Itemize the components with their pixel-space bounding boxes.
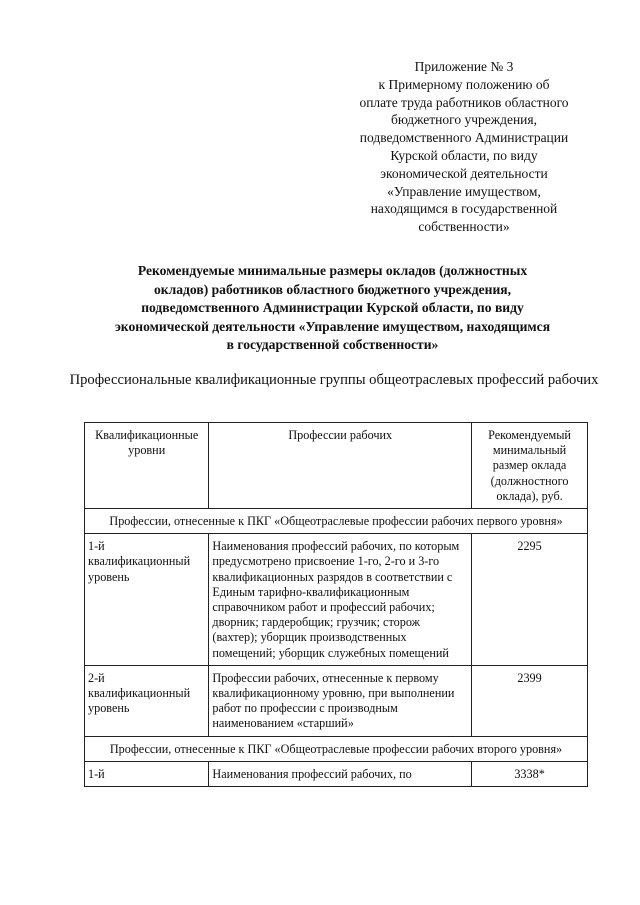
title-line: Рекомендуемые минимальные размеры окладов (должностных [137, 263, 528, 278]
header-salary: Рекомендуемый минимальный размер оклада (должностного оклада), руб. [472, 423, 588, 509]
row-level: 1-й квалификационный уровень [85, 534, 209, 666]
title-line: подведомственного Администрации Курской области, по виду [141, 300, 524, 316]
appendix-line: оплате труда работников областного [359, 94, 569, 110]
appendix-line: к Примерному положению об [378, 76, 550, 92]
row-description: Наименования профессий рабочих, по которым предусмотрено присвоение 1-го, 2-го и 3-го квалификационных разрядов в соответствии с Единым тарифно-квалификационным справочником работ и профессий рабочих; дворник; гардеробщик; грузчик; сторож (вахтер); уборщик производственных помещений; уборщик служебных помещений [209, 534, 472, 666]
header-level: Квалификационные уровни [85, 423, 209, 509]
group-row [85, 736, 588, 761]
appendix-line: находящимся в государственной [370, 201, 558, 217]
table-row [85, 761, 588, 786]
row-salary: 3338* [472, 761, 588, 786]
title-line: окладов) работников областного бюджетного учреждения, [153, 281, 512, 297]
group-row [85, 509, 588, 534]
table-row [85, 534, 588, 666]
row-level: 2-й квалификационный уровень [85, 665, 209, 736]
title-line: экономической деятельности «Управление имуществом, находящимся [114, 318, 551, 334]
header-professions: Профессии рабочих [209, 423, 472, 509]
section-subtitle: Профессиональные квалификационные группы общеотраслевых профессий рабочих [69, 372, 599, 388]
group-title: Профессии, отнесенные к ПКГ «Общеотраслевые профессии рабочих второго уровня» [85, 736, 588, 761]
table-row [85, 665, 588, 736]
appendix-line: «Управление имуществом, [387, 183, 541, 199]
row-salary: 2295 [472, 534, 588, 666]
appendix-line: экономической деятельности [380, 165, 548, 181]
row-description: Профессии рабочих, отнесенные к первому квалификационному уровню, при выполнении работ по профессии с производным наименованием «старший» [209, 665, 472, 736]
row-description: Наименования профессий рабочих, по [209, 761, 472, 786]
appendix-line: бюджетного учреждения, [391, 112, 537, 128]
appendix-line: Приложение № 3 [414, 59, 514, 74]
appendix-line: подведомственного Администрации [359, 130, 569, 146]
appendix-header [328, 58, 600, 236]
salary-table [84, 422, 588, 787]
row-salary: 2399 [472, 665, 588, 736]
document-title [60, 262, 605, 355]
appendix-line: Курской области, по виду [390, 147, 538, 163]
group-title: Профессии, отнесенные к ПКГ «Общеотраслевые профессии рабочих первого уровня» [85, 509, 588, 534]
appendix-line: собственности» [418, 219, 510, 235]
row-level: 1-й [85, 761, 209, 786]
title-line: в государственной собственности» [226, 337, 439, 353]
table-header-row [85, 423, 588, 509]
